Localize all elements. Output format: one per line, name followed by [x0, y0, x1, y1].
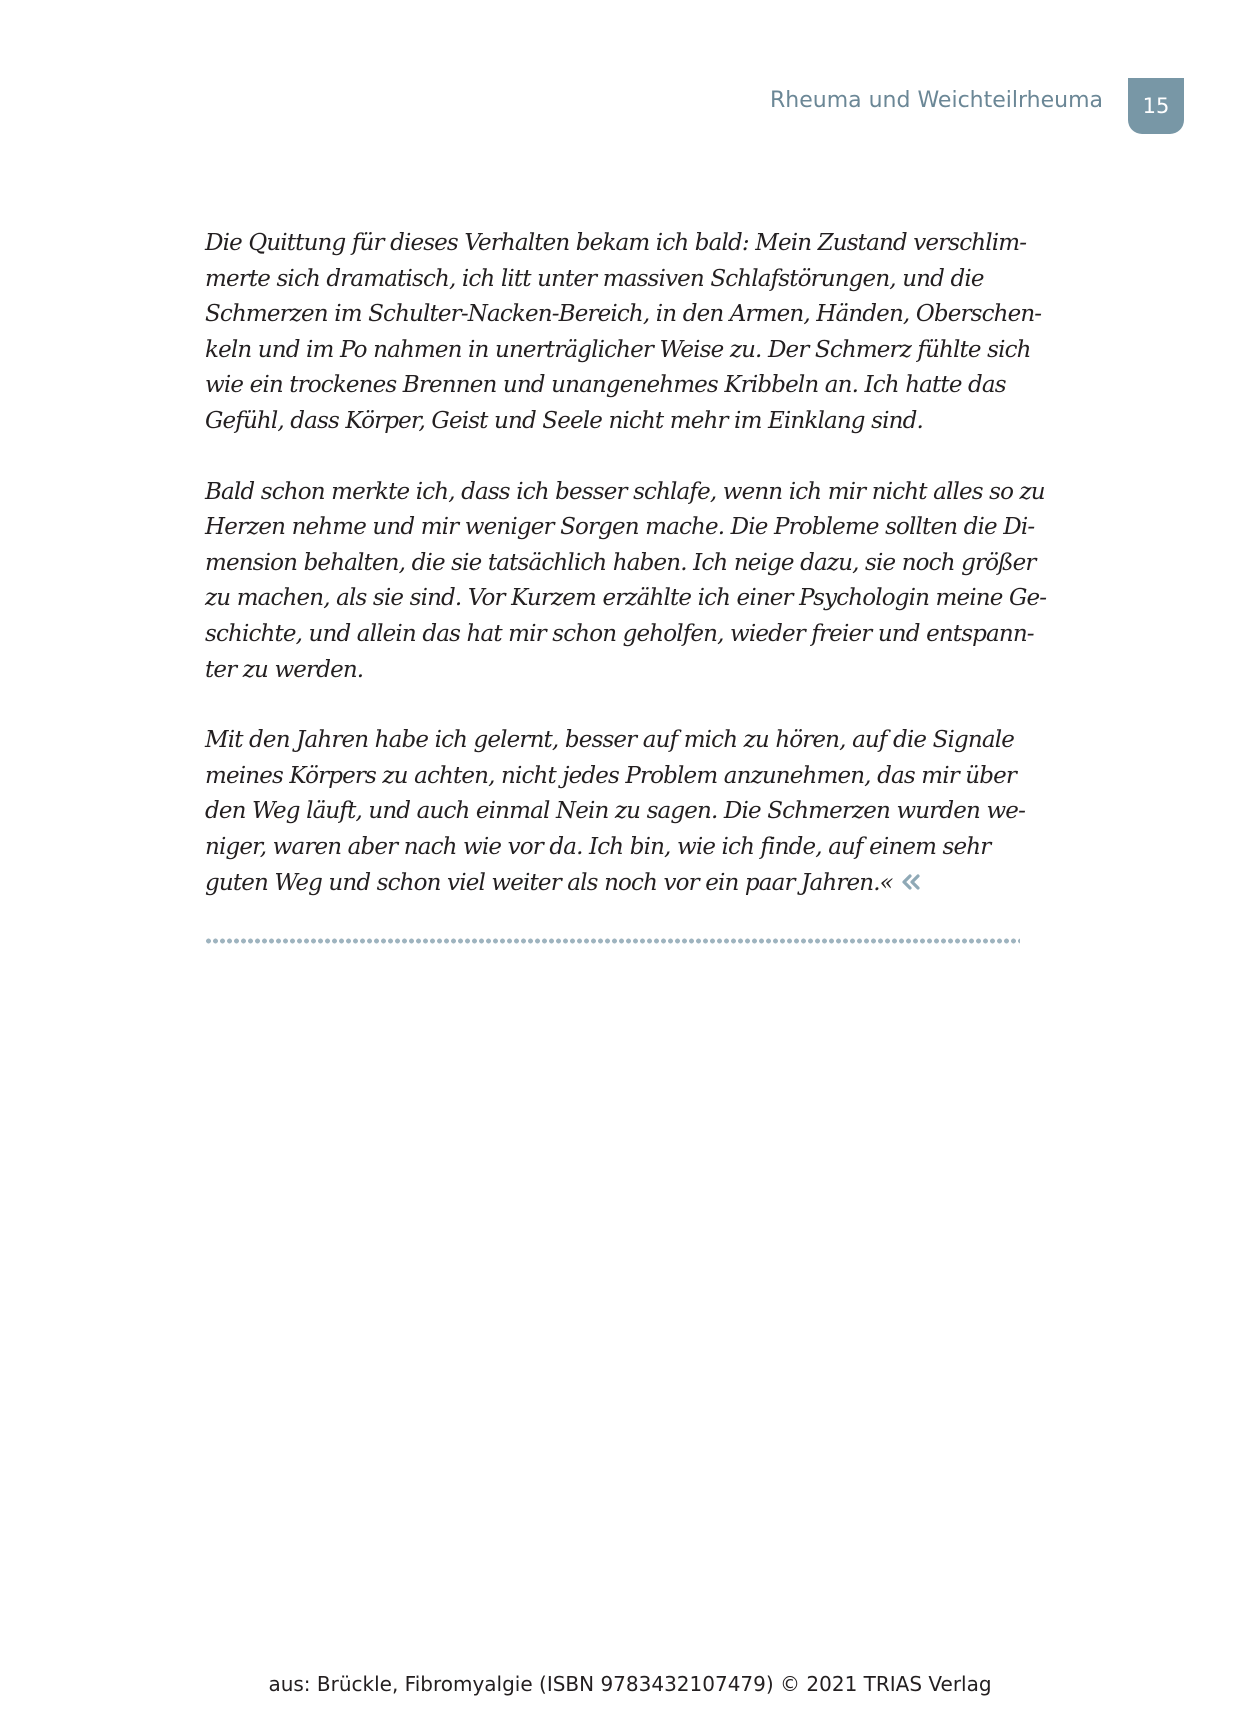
text-line: Die Quittung für dieses Verhalten bekam ich bald: Mein Zustand verschlim-: [205, 230, 1027, 256]
text-line: Schmerzen im Schulter-Nacken-Bereich, in den Armen, Händen, Oberschen-: [205, 301, 1042, 328]
text-line: Bald schon merkte ich, dass ich besser schlafe, wenn ich mir nicht alles so zu: [205, 478, 1045, 505]
dotted-separator: [205, 938, 1020, 944]
last-line-text: guten Weg und schon viel weiter als noch vor ein paar Jahren.«: [205, 869, 893, 896]
text-line-last: [205, 866, 1050, 902]
page-number-tab: 15: [1128, 78, 1184, 134]
text-line: merte sich dramatisch, ich litt unter massiven Schlafstörungen, und die: [205, 265, 984, 292]
double-chevron-left-icon: [901, 866, 921, 902]
running-header-title: Rheuma und Weichteilrheuma: [770, 88, 1103, 113]
text-line: Herzen nehme und mir weniger Sorgen mache. Die Probleme sollten die Di-: [205, 514, 1035, 541]
text-line: meines Körpers zu achten, nicht jedes Problem anzunehmen, das mir über: [205, 762, 1017, 789]
text-line: schichte, und allein das hat mir schon geholfen, wieder freier und entspann-: [205, 620, 1034, 647]
text-line: den Weg läuft, und auch einmal Nein zu sagen. Die Schmerzen wurden we-: [205, 798, 1025, 825]
text-line: ter zu werden.: [205, 656, 364, 683]
paragraph-1: [205, 226, 1050, 440]
body-text: [205, 226, 1050, 936]
text-line: niger, waren aber nach wie vor da. Ich bin, wie ich finde, auf einem sehr: [205, 833, 991, 860]
text-line: zu machen, als sie sind. Vor Kurzem erzählte ich einer Psychologin meine Ge-: [205, 585, 1047, 612]
text-line: mension behalten, die sie tatsächlich haben. Ich neige dazu, sie noch größer: [205, 549, 1036, 576]
paragraph-3: [205, 723, 1050, 901]
text-line: wie ein trockenes Brennen und unangenehmes Kribbeln an. Ich hatte das: [205, 372, 1006, 399]
paragraph-2: [205, 475, 1050, 689]
text-line: Gefühl, dass Körper, Geist und Seele nicht mehr im Einklang sind.: [205, 407, 923, 434]
footer-credit: aus: Brückle, Fibromyalgie (ISBN 9783432107479) © 2021 TRIAS Verlag: [268, 1672, 992, 1696]
text-line: Mit den Jahren habe ich gelernt, besser auf mich zu hören, auf die Signale: [205, 727, 1015, 754]
text-line: keln und im Po nahmen in unerträglicher Weise zu. Der Schmerz fühlte sich: [205, 336, 1031, 363]
